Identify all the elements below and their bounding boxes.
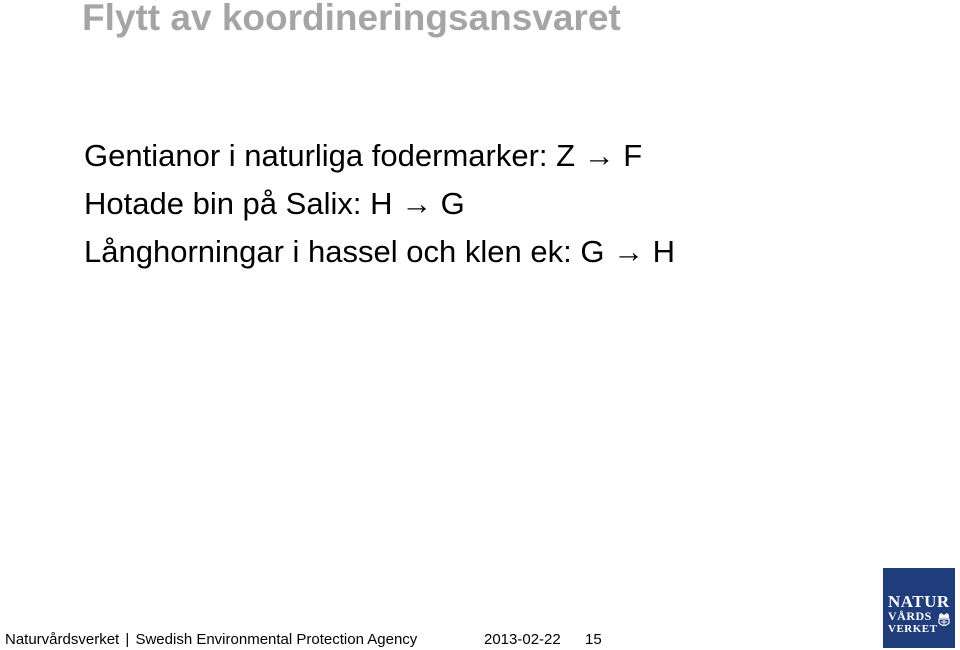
- footer-org-name-en: Swedish Environmental Protection Agency: [135, 631, 418, 648]
- bullet-item: Gentianor i naturliga fodermarker: Z → F: [84, 138, 643, 173]
- crown-seal-icon: [937, 612, 951, 628]
- logo-line-1: NATUR: [888, 592, 950, 611]
- naturvardsverket-logo: [883, 568, 955, 648]
- bullet-list: [84, 132, 675, 276]
- footer-org-name: Naturvårdsverket: [5, 631, 120, 648]
- footer-organization: [5, 630, 417, 650]
- logo-line-2: VÅRDS: [888, 609, 932, 623]
- bullet-item: Långhorningar i hassel och klen ek: G → H: [84, 234, 676, 269]
- logo-line-3: VERKET: [888, 623, 938, 635]
- footer-date: 2013-02-22: [484, 631, 561, 648]
- bullet-item: Hotade bin på Salix: H → G: [84, 186, 465, 221]
- slide-title: Flytt av koordineringsansvaret: [82, 0, 621, 38]
- footer-separator: |: [125, 631, 130, 648]
- page-number: 15: [585, 631, 602, 648]
